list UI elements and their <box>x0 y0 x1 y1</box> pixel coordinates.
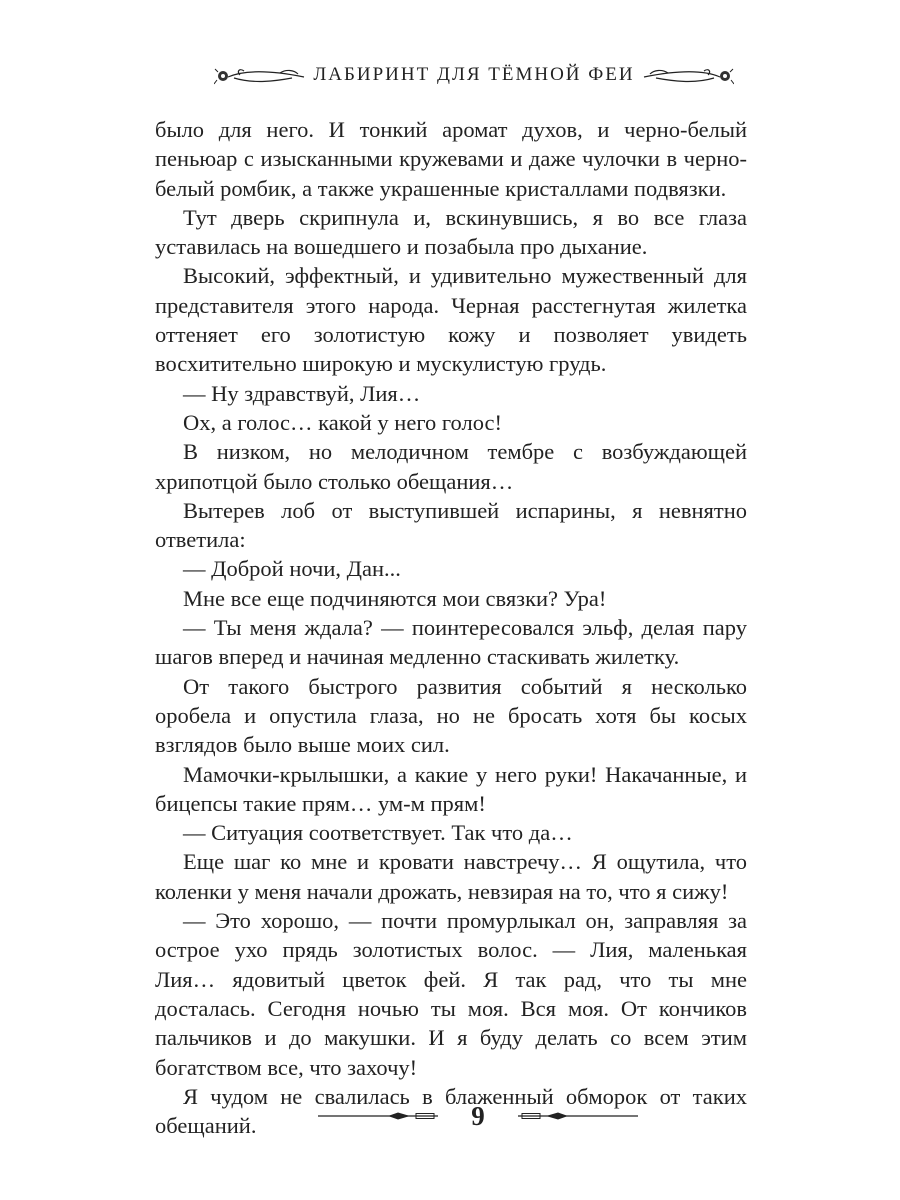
paragraph: Еще шаг ко мне и кровати навстречу… Я ощутила, что коленки у меня начали дрожать, невзирая на то, что я сижу! <box>155 849 747 904</box>
page-number: 9 <box>471 1101 485 1131</box>
page-footer <box>318 1095 638 1135</box>
paragraph: Мне все еще подчиняются мои связки? Ура! <box>183 585 607 611</box>
running-header-title: ЛАБИРИНТ ДЛЯ ТЁМНОЙ ФЕИ <box>313 64 635 85</box>
paragraph: Высокий, эффектный, и удивительно мужественный для представителя этого народа. Черная расстегнутая жилетка оттеняет его золотистую кожу и позволяет увидеть восхитительно широкую и мускулистую грудь. <box>155 263 747 377</box>
paragraph: Я чудом не свалилась в блаженный обморок от таких обещаний. <box>155 1083 747 1139</box>
paragraph: Мамочки-крылышки, а какие у него руки! Накачанные, и бицепсы такие прям… ум-м прям! <box>155 761 747 816</box>
paragraph: Вытерев лоб от выступившей испарины, я невнятно ответила: <box>155 497 747 553</box>
arrow-line-ornament-icon <box>516 1111 638 1121</box>
paragraph: — Ситуация соответствует. Так что да… <box>183 820 573 846</box>
paragraph: От такого быстрого развития событий я несколько оробела и опустила глаза, но не бросать хотя бы косых взглядов было выше моих сил. <box>155 673 747 758</box>
paragraph: — Ну здравствуй, Лия… <box>183 380 421 406</box>
rose-swirl-ornament-icon <box>642 66 734 86</box>
body-text <box>155 115 747 1140</box>
running-header <box>214 56 734 96</box>
paragraph: Ох, а голос… какой у него голос! <box>183 409 502 435</box>
paragraph: В низком, но мелодичном тембре с возбуждающей хрипотцой было столько обещания… <box>155 439 747 494</box>
paragraph: было для него. И тонкий аромат духов, и черно-белый пеньюар с изысканными кружевами и даже чулочки в черно-белый ромбик, а также украшенные кристаллами подвязки. <box>155 117 747 201</box>
paragraph: Тут дверь скрипнула и, вскинувшись, я во все глаза уставилась на вошедшего и позабыла про дыхание. <box>155 204 747 260</box>
paragraph: — Доброй ночи, Дан... <box>183 556 401 582</box>
paragraph: — Ты меня ждала? — поинтересовался эльф, делая пару шагов вперед и начиная медленно стаскивать жилетку. <box>155 615 747 670</box>
paragraph: — Это хорошо, — почти промурлыкал он, заправляя за острое ухо прядь золотистых волос. — Лия, маленькая Лия… ядовитый цветок фей. Я так рад, что ты мне досталась. Сегодня ночью ты моя. Вся моя. От кончиков пальчиков и до макушки. И я буду делать со всем этим богатством все, что захочу! <box>155 908 747 1080</box>
